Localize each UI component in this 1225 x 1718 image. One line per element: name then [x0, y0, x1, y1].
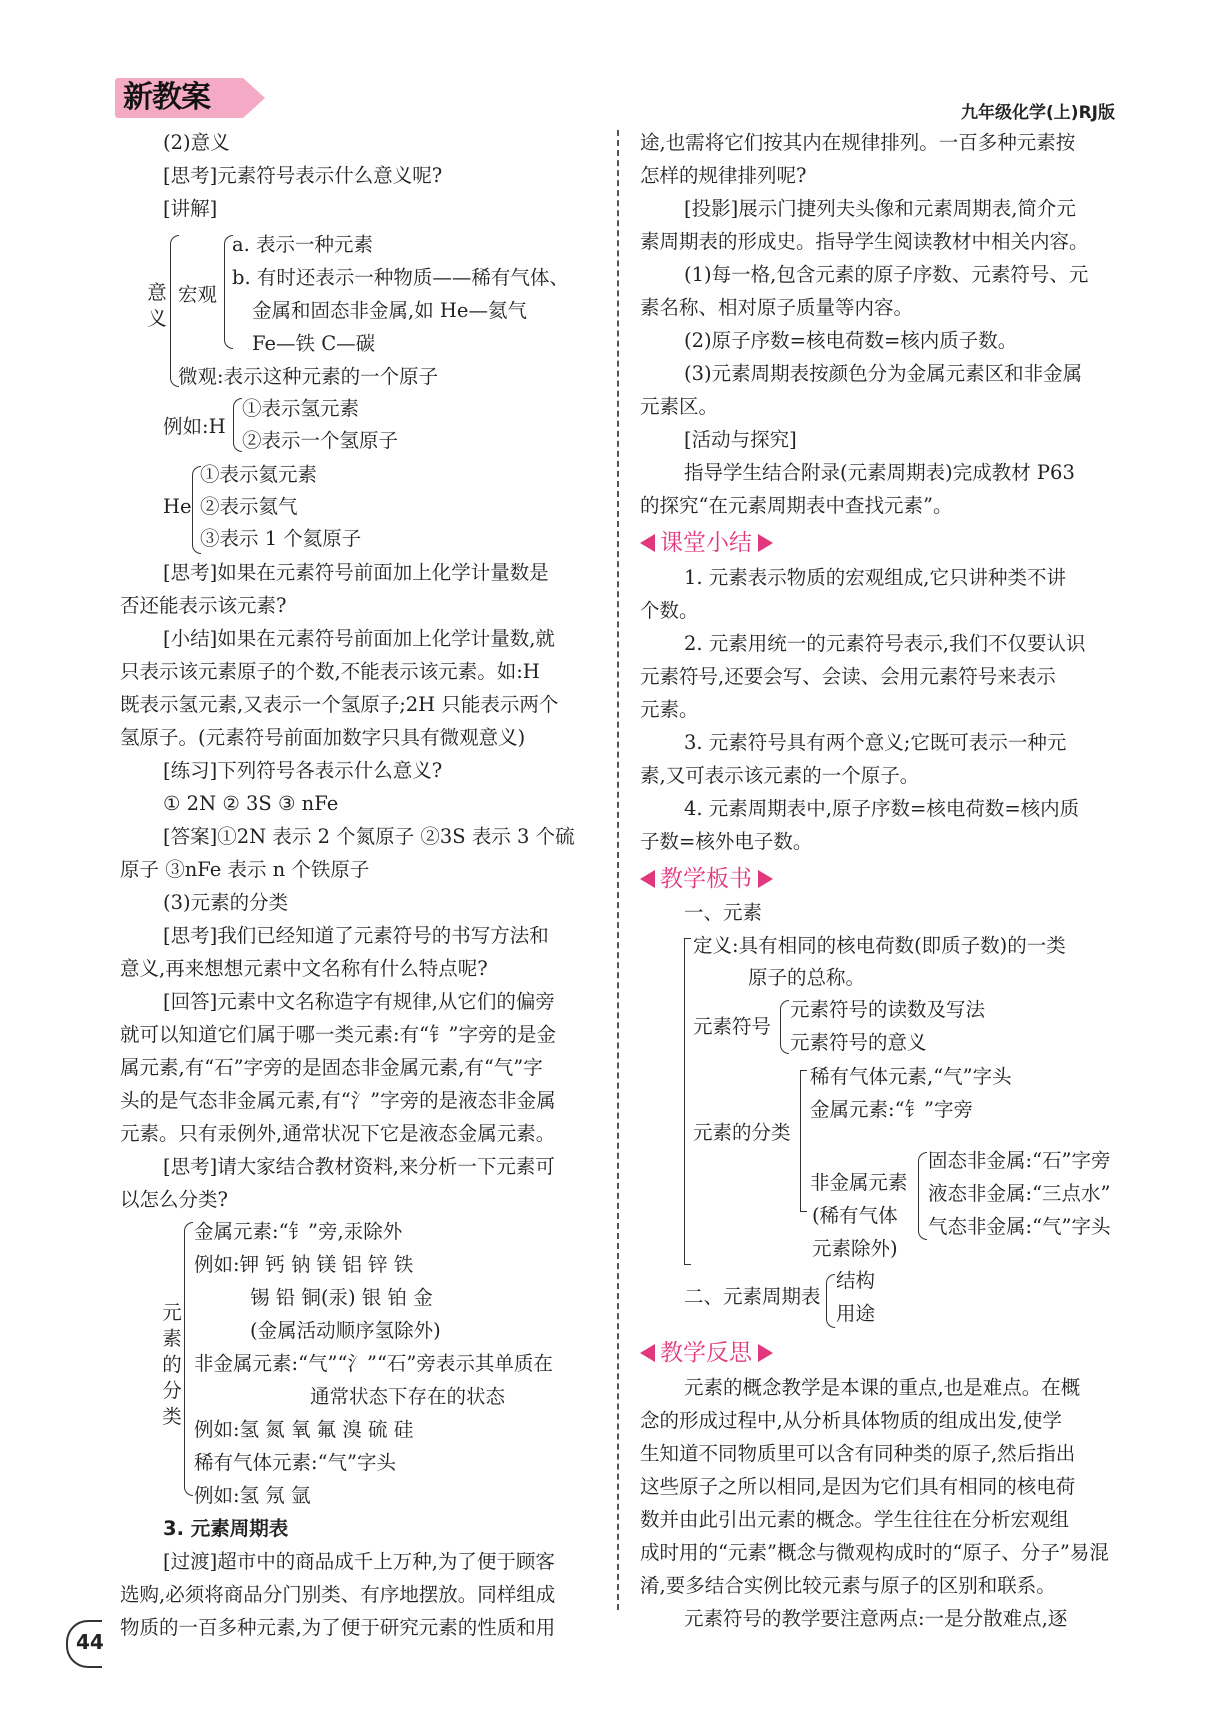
paragraph-line: (2)原子序数=核电荷数=核内质子数。 — [684, 329, 1018, 352]
summary-line: 4. 元素周期表中,原子序数=核电荷数=核内质 — [684, 797, 1080, 820]
paragraph-line: [思考]请大家结合教材资料,来分析一下元素可 — [163, 1155, 555, 1178]
class-noble-examples: 例如:氢 氖 氩 — [194, 1484, 311, 1507]
paragraph-line: 属元素,有“石”字旁的是固态非金属元素,有“气”字 — [120, 1056, 543, 1079]
grade-label: 九年级化学(上)RJ版 — [961, 103, 1115, 123]
triangle-left-icon — [640, 534, 655, 552]
board-class-metal: 金属元素:“钅”字旁 — [810, 1098, 974, 1121]
section-meaning: (2)意义 — [163, 131, 230, 154]
paragraph-line: 氢原子。(元素符号前面加数字只具有微观意义) — [120, 726, 526, 749]
meaning-label: 意义 — [147, 281, 167, 330]
reflection-line: 生知道不同物质里可以含有同种类的原子,然后指出 — [640, 1442, 1076, 1465]
classification-label: 元素的分类 — [162, 1301, 182, 1428]
logo-arrow-icon — [243, 78, 265, 118]
paragraph-line: (3)元素周期表按颜色分为金属元素区和非金属 — [684, 362, 1083, 385]
board-periodic-use: 用途 — [836, 1302, 876, 1325]
board-nonmetal: 非金属元素 — [810, 1171, 908, 1194]
he-meaning-1: ①表示氦元素 — [200, 463, 318, 486]
board-definition-cont: 原子的总称。 — [748, 966, 866, 989]
macro-item-b-cont: 金属和固态非金属,如 He—氦气 — [252, 299, 527, 322]
paragraph-line: [思考]如果在元素符号前面加上化学计量数是 — [163, 561, 549, 584]
board-heading-element: 一、元素 — [684, 901, 763, 924]
reflection-line: 数并由此引出元素的概念。学生往往在分析宏观组 — [640, 1508, 1070, 1531]
class-noble: 稀有气体元素:“气”字头 — [194, 1451, 397, 1474]
summary-line: 元素符号,还要会写、会读、会用元素符号来表示 — [640, 665, 1056, 688]
paragraph-line: 只表示该元素原子的个数,不能表示该元素。如:H — [120, 660, 540, 683]
board-nonmetal-brace — [918, 1152, 927, 1240]
board-nonmetal-gas: 气态非金属:“气”字头 — [928, 1215, 1111, 1238]
paragraph-line: 途,也需将它们按其内在规律排列。一百多种元素按 — [640, 131, 1076, 154]
reflection-line: 成时用的“元素”概念与微观构成时的“原子、分子”易混 — [640, 1541, 1109, 1564]
class-nonmetal: 非金属元素:“气”“氵”“石”旁表示其单质在 — [194, 1352, 553, 1375]
board-nonmetal-liquid: 液态非金属:“三点水” — [928, 1182, 1111, 1205]
paragraph-line: 指导学生结合附录(元素周期表)完成教材 P63 — [684, 461, 1075, 484]
paragraph-line: 元素区。 — [640, 395, 719, 418]
paragraph-line: [过渡]超市中的商品成千上万种,为了便于顾客 — [163, 1550, 555, 1573]
board-nonmetal-note: (稀有气体 — [812, 1204, 898, 1227]
paragraph-line: [小结]如果在元素符号前面加上化学计量数,就 — [163, 627, 555, 650]
board-symbol-1: 元素符号的读数及写法 — [790, 998, 986, 1021]
class-metal-note: (金属活动顺序氢除外) — [250, 1319, 441, 1342]
paragraph-line: 以怎么分类? — [120, 1188, 228, 1211]
paragraph-line: (1)每一格,包含元素的原子序数、元素符号、元 — [684, 263, 1089, 286]
classification-brace — [184, 1222, 193, 1496]
reflection-line: 这些原子之所以相同,是因为它们具有相同的核电荷 — [640, 1475, 1076, 1498]
example-he-label: He — [163, 495, 192, 518]
heading-periodic-table: 3. 元素周期表 — [163, 1517, 289, 1540]
triangle-right-icon — [758, 1344, 773, 1362]
h-meaning-2: ②表示一个氢原子 — [242, 429, 399, 452]
summary-line: 个数。 — [640, 599, 699, 622]
paragraph-line: 的探究“在元素周期表中查找元素”。 — [640, 494, 953, 517]
summary-line: 素,又可表示该元素的一个原子。 — [640, 764, 920, 787]
class-nonmetal-examples: 例如:氢 氮 氧 氟 溴 硫 硅 — [194, 1418, 414, 1441]
paragraph-line: [回答]元素中文名称造字有规律,从它们的偏旁 — [163, 990, 555, 1013]
answer-line: 原子 ③nFe 表示 n 个铁原子 — [120, 858, 370, 881]
paragraph-line: 选购,必须将商品分门别类、有序地摆放。同样组成 — [120, 1583, 556, 1606]
paragraph-line: 怎样的规律排列呢? — [640, 164, 807, 187]
board-nonmetal-note-2: 元素除外) — [812, 1237, 898, 1260]
board-symbol: 元素符号 — [693, 1015, 772, 1038]
h-meaning-1: ①表示氢元素 — [242, 397, 360, 420]
macro-item-b: b. 有时还表示一种物质——稀有气体、 — [232, 266, 569, 289]
he-meaning-3: ③表示 1 个氦原子 — [200, 527, 362, 550]
triangle-left-icon — [640, 870, 655, 888]
reflection-line: 元素符号的教学要注意两点:一是分散难点,逐 — [684, 1607, 1068, 1630]
he-meaning-2: ②表示氦气 — [200, 495, 298, 518]
paragraph-line: 就可以知道它们属于哪一类元素:有“钅”字旁的是金 — [120, 1023, 557, 1046]
paragraph-line: 物质的一百多种元素,为了便于研究元素的性质和用 — [120, 1616, 556, 1639]
board-definition: 定义:具有相同的核电荷数(即质子数)的一类 — [693, 934, 1066, 957]
macro-label: 宏观 — [178, 283, 218, 306]
think-question: [思考]元素符号表示什么意义呢? — [163, 164, 443, 187]
paragraph-line: 意义,再来想想元素中文名称有什么特点呢? — [120, 957, 488, 980]
reflection-line: 念的形成过程中,从分析具体物质的组成出发,使学 — [640, 1409, 1062, 1432]
paragraph-line: [投影]展示门捷列夫头像和元素周期表,简介元 — [684, 197, 1076, 220]
board-classification: 元素的分类 — [693, 1121, 791, 1144]
triangle-left-icon — [640, 1344, 655, 1362]
board-heading-periodic: 二、元素周期表 — [684, 1285, 821, 1308]
logo-text: 新教案 — [123, 80, 210, 115]
h-brace — [233, 398, 242, 452]
paragraph-line: 元素。只有汞例外,通常状况下它是液态金属元素。 — [120, 1122, 556, 1145]
answer-line: [答案]①2N 表示 2 个氮原子 ②3S 表示 3 个硫 — [163, 825, 575, 848]
triangle-right-icon — [758, 534, 773, 552]
paragraph-line: 素名称、相对原子质量等内容。 — [640, 296, 914, 319]
exercise-items: ① 2N ② 3S ③ nFe — [163, 792, 339, 815]
board-nonmetal-solid: 固态非金属:“石”字旁 — [928, 1149, 1111, 1172]
paragraph-line: 头的是气态非金属元素,有“氵”字旁的是液态非金属 — [120, 1089, 556, 1112]
class-metal-examples: 例如:钾 钙 钠 镁 铝 锌 铁 — [194, 1253, 414, 1276]
summary-line: 元素。 — [640, 698, 699, 721]
paragraph-line: 既表示氢元素,又表示一个氢原子;2H 只能表示两个 — [120, 693, 559, 716]
exercise-line: [练习]下列符号各表示什么意义? — [163, 759, 443, 782]
paragraph-line: 否还能表示该元素? — [120, 594, 287, 617]
paragraph-line: 素周期表的形成史。指导学生阅读教材中相关内容。 — [640, 230, 1089, 253]
book-logo — [115, 78, 265, 118]
macro-item-b-examples: Fe—铁 C—碳 — [252, 332, 376, 355]
section-classification: (3)元素的分类 — [163, 891, 289, 914]
class-metal-examples-2: 锡 铅 铜(汞) 银 铂 金 — [250, 1286, 433, 1309]
class-nonmetal-cont: 通常状态下存在的状态 — [310, 1385, 506, 1408]
macro-item-a: a. 表示一种元素 — [232, 233, 374, 256]
board-symbol-brace — [780, 1000, 789, 1054]
example-h-label: 例如:H — [163, 415, 226, 438]
board-bracket-element — [684, 938, 691, 1265]
column-divider — [617, 130, 619, 1610]
board-periodic-brace — [826, 1274, 835, 1328]
reflection-line: 元素的概念教学是本课的重点,也是难点。在概 — [684, 1376, 1081, 1399]
activity-label: [活动与探究] — [684, 428, 797, 451]
summary-line: 子数=核外电子数。 — [640, 830, 813, 853]
summary-line: 3. 元素符号具有两个意义;它既可表示一种元 — [684, 731, 1067, 754]
board-symbol-2: 元素符号的意义 — [790, 1031, 927, 1054]
reflection-line: 淆,要多结合实例比较元素与原子的区别和联系。 — [640, 1574, 1056, 1597]
board-class-noble: 稀有气体元素,“气”字头 — [810, 1065, 1012, 1088]
triangle-right-icon — [758, 870, 773, 888]
board-class-bracket — [800, 1070, 807, 1212]
summary-line: 1. 元素表示物质的宏观组成,它只讲种类不讲 — [684, 566, 1067, 589]
micro-line: 微观:表示这种元素的一个原子 — [178, 365, 439, 388]
summary-line: 2. 元素用统一的元素符号表示,我们不仅要认识 — [684, 632, 1086, 655]
board-periodic-structure: 结构 — [836, 1269, 876, 1292]
explain-label: [讲解] — [163, 197, 218, 220]
paragraph-line: [思考]我们已经知道了元素符号的书写方法和 — [163, 924, 549, 947]
page-number: 44 — [66, 1620, 102, 1668]
class-metal: 金属元素:“钅”旁,汞除外 — [194, 1220, 403, 1243]
